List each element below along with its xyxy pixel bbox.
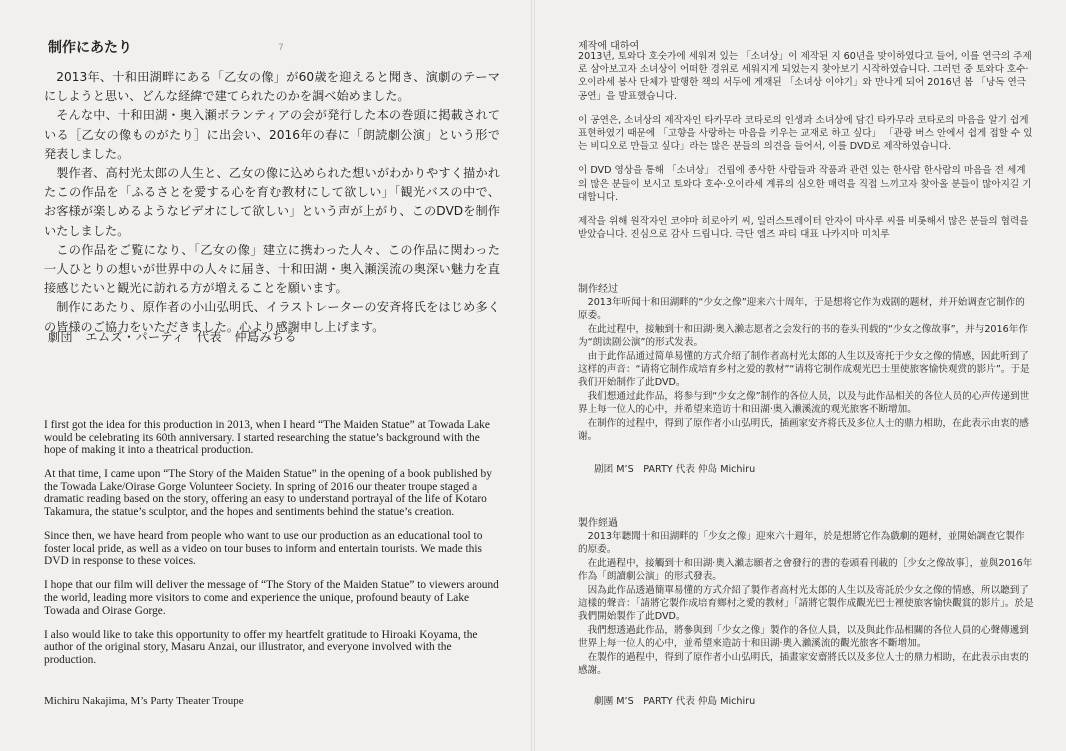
sc-paragraph: 在制作的过程中，得到了原作者小山弘明氏，插画家安齐将氏及多位人士的鼎力相助，在此表示由衷的感谢。 [578,417,1029,443]
traditional-chinese-signature: 劇團 M’S PARTY 代表 仲島 Michiru [594,696,756,707]
traditional-chinese-title: 製作經過 [578,518,618,529]
tc-paragraph: 在製作的過程中，得到了原作者小山弘明氏，插畫家安齋將氏以及多位人士的鼎力相助，在此表示由衷的感謝。 [578,651,1029,677]
korean-title: 제작에 대하여 [578,41,640,52]
japanese-signature: 劇団 エムズ・パーティ 代表 仲島みちる [48,330,298,344]
english-body [44,419,502,678]
japanese-title: 制作にあたり [48,40,132,56]
kr-paragraph: 이 DVD 영상을 통해 「소녀상」 건립에 종사한 사람들과 작품과 관련 있는 한사람 한사람의 마음을 전 세계의 많은 분들이 보시고 토와다 호수·오이라세 계류의 심오한 매력을 직접 느끼고자 찾아올 분들이 많아지길 기대합니다. [578,165,1032,203]
en-paragraph: I first got the idea for this production in 2013, when I heard “The Maiden Statue” at Towada Lake would be celebrating its 60th anniversary. I started researching the statue’s background with the hope of making it into a theatrical production. [44,419,490,457]
en-paragraph: I also would like to take this opportunity to offer my heartfelt gratitude to Hiroaki Koyama, the author of the original story, Masaru Anzai, our illustrator, and everyone involved with the production. [44,628,478,666]
kr-paragraph: 이 공연은, 소녀상의 제작자인 타카무라 코타로의 인생과 소녀상에 담긴 타카무라 코타로의 마음을 알기 쉽게 표현하였기 때문에 「고향을 사랑하는 마음을 키우는 교재로 하고 싶다」 「관광 버스 안에서 쉽게 접할 수 있는 비디오로 만들고 싶다」라는 많은 분들의 의견을 들어서, 이를 DVD로 제작하였습니다. [578,114,1033,153]
sc-paragraph: 2013年听闻十和田湖畔的“少女之像”迎来六十周年，于是想将它作为戏剧的题材，并开始调查它制作的原委。 [578,297,1025,322]
kr-paragraph: 2013년, 토와다 호숫가에 세워져 있는 「소녀상」이 제작된 지 60년을 맞이하였다고 들어, 이를 연극의 주제로 삼아보고자 소녀상이 어떠한 경위로 세워지게 되었는지 찾아보기 시작하였습니다. 그러던 중 토와다 호수·오이라세 봉사 단체가 발행한 책의 서두에 게재된 「소녀상 이야기」와 만나게 되어 2016년 봄 「낭독 연극 공연」을 발표했습니다. [578,51,1032,102]
sc-paragraph: 我们想通过此作品，将参与到“少女之像”制作的各位人员，以及与此作品相关的各位人员的心声传递到世界上每一位人的心中，并希望来造访十和田湖·奥入濑溪流的观光旅客不断增加。 [578,390,1030,416]
page-number: 7 [278,43,284,53]
jp-paragraph: 2013年、十和田湖畔にある「乙女の像」が60歳を迎えると聞き、演劇のテーマにしようと思い、どんな経緯で建てられたのかを調べ始めました。 [44,70,500,104]
tc-paragraph: 因為此作品透過簡單易懂的方式介紹了製作者高村光太郎的人生以及寄託於少女之像的情感，所以聽到了這樣的聲音：「請將它製作成培育鄉村之愛的教材」「請將它製作成觀光巴士裡使旅客愉快觀賞的影片」。於是我們開始製作了此DVD。 [578,584,1034,623]
kr-paragraph: 제작을 위해 원작자인 코야마 히로아키 씨, 일러스트레이터 안자이 마사루 씨를 비롯해서 많은 분들의 협력을 받았습니다. 진심으로 감사 드립니다. 극단 엠즈 파티 대표 나카지마 미치루 [578,216,1029,241]
korean-body [578,50,1034,252]
tc-paragraph: 2013年聽聞十和田湖畔的「少女之像」迎來六十週年，於是想將它作為戲劇的題材，並開始調查它製作的原委。 [578,531,1025,556]
japanese-body [44,68,500,337]
simplified-chinese-title: 制作经过 [578,284,618,295]
en-paragraph: I hope that our film will deliver the message of “The Story of the Maiden Statue” to viewers around the world, leading more visitors to come and experience the unique, profound beauty of Lake Towada and Oirase Gorge. [44,579,499,617]
jp-paragraph: 制作にあたり、原作者の小山弘明氏、イラストレーターの安斉将氏をはじめ多くの皆様のご協力をいただきました。心より感謝申し上げます。 [44,300,500,334]
sc-paragraph: 在此过程中，接触到十和田湖·奥入濑志愿者之会发行的书的卷头刊载的“少女之像故事”，并与2016年作为“朗读剧公演”的形式发表。 [578,323,1028,349]
sc-paragraph: 由于此作品通过简单易懂的方式介绍了制作者高村光太郎的人生以及寄托于少女之像的情感，因此听到了这样的声音：“请将它制作成培育乡村之爱的教材”“请将它制作成观光巴士里使旅客愉快观赏的影片”。于是我们开始制作了此DVD。 [578,350,1030,389]
simplified-chinese-signature: 剧团 M’S PARTY 代表 仲岛 Michiru [594,464,756,475]
jp-paragraph: 製作者、高村光太郎の人生と、乙女の像に込められた想いがわかりやすく描かれたこの作品を「ふるさとを愛する心を育む教材にして欲しい」「観光バスの中で、お客様が楽しめるようなビデオにして欲しい」という声が上がり、このDVDを制作いたしました。 [44,166,500,238]
simplified-chinese-body [578,296,1034,443]
tc-paragraph: 在此過程中，接觸到十和田湖·奧入瀨志願者之會發行的書的卷頭看刊載的［少女之像故事］，並與2016年作為「朗讀劇公演」的形式發表。 [578,557,1033,583]
en-paragraph: At that time, I came upon “The Story of the Maiden Statue” in the opening of a book published by the Towada Lake/Oirase Gorge Volunteer Society. In spring of 2016 our theater troupe staged a dramatic reading based on the story, offering an easy to understand portrayal of the life of Kotaro Takamura, the statue’s sculptor, and the hopes and sentiments behind the statue’s creation. [44,468,492,519]
traditional-chinese-body [578,530,1034,677]
jp-paragraph: この作品をご覧になり、「乙女の像」建立に携わった人々、この作品に関わった一人ひとりの想いが世界中の人々に届き、十和田湖・奥入瀬渓流の奥深い魅力を直接感じたいと観光に訪れる方が増えることを願います。 [44,242,500,296]
en-paragraph: Since then, we have heard from people who want to use our production as an educational tool to foster local pride, as well as a video on tour buses to inform and entertain tourists. We made this DVD in response to these voices. [44,530,483,568]
jp-paragraph: そんな中、十和田湖・奥入瀬ボランティアの会が発行した本の巻頭に掲載されている［乙女の像ものがたり］に出会い、2016年の春に「朗読劇公演」という形で発表しました。 [44,108,500,161]
tc-paragraph: 我們想透過此作品，將參與到「少女之像」製作的各位人員，以及與此作品相關的各位人員的心聲傳遞到世界上每一位人的心中，並希望來造訪十和田湖·奧入瀨溪流的觀光旅客不斷增加。 [578,624,1029,650]
center-fold [531,0,535,751]
english-signature: Michiru Nakajima, M’s Party Theater Troupe [44,695,244,707]
